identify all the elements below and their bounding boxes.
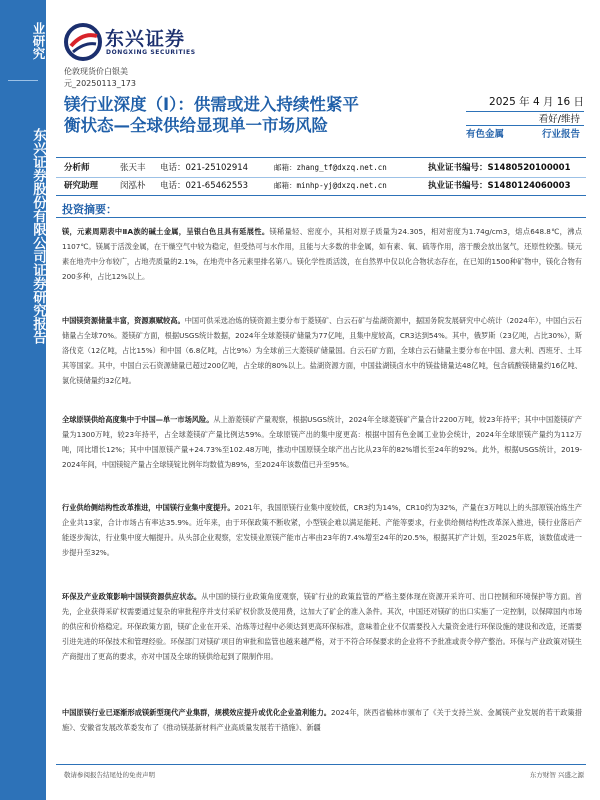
- paragraph-text: 中国可供采选冶炼的镁资源主要分布于菱镁矿、白云石矿与盐湖资源中，据国务院发展研究中心统计（2024年），中国白云石储量占全球70%。菱镁矿方面，根据USGS统计数据，2024年全球菱镁矿储量为77亿吨，且集中度较高，CR3达到54%。其中，俄罗斯（23亿吨，占比30%），斯洛伐克（12亿吨，占比15%）和中国（6.8亿吨，占比9%）为全球前三大菱镁矿储量国。白云石矿方面，全球白云石储量主要分布在中国、意大利、西班牙、土耳其等国家。其中，中国白云石资源储量已超过200亿吨，占全球的80%以上。盐湖资源方面，中国盐湖镁卤水中的镁盐储量达48亿吨，包含硫酸镁储量约16亿吨、氯化镁储量约32亿吨。: [62, 316, 582, 385]
- paragraph-text: 2021年，我国原镁行业集中度较低，CR3约为14%，CR10约为32%，产量在3万吨以上的头部原镁冶炼生产企业共13家，合计市场占有率达35.9%。近年来，由于环保政策不断收紧，小型镁企难以满足能耗、产能等要求，行业供给侧结构性改革深入推进，镁行业落后产能逐步淘汰，行业集中度大幅提升。从头部企业观察，宏发镁业原镁产能市占率由23年的7.4%增至24年的20.5%，根据其扩产计划，至2025年底，该数值或进一步提升至32%。: [62, 503, 582, 557]
- section-title: 投资摘要：: [62, 203, 117, 216]
- footer-slogan: 东方财智 兴盛之源: [529, 771, 584, 779]
- report-sidebar: [0, 0, 46, 800]
- report-tags: [466, 128, 584, 142]
- analyst-row: [56, 178, 586, 194]
- report-type-tag: 行业报告: [541, 129, 580, 140]
- footer-disclaimer: 敬请参阅报告结尾处的免责声明: [64, 771, 155, 779]
- paragraph-lead: 环保及产业政策影响中国镁资源供应状态。: [62, 592, 202, 601]
- analyst-phone: 电话：021-65462553: [160, 181, 249, 191]
- paragraph-text: 从中国的镁行业政策角度观察，镁矿行业的政策监管的严格主要体现在资源开采许可、出口控制和环境保护等方面。首先，企业获得采矿权需要通过复杂的审批程序并支付采矿权价款及使用费，这加大了矿企的准入条件。其次，中国还对镁矿的出口实施了一定控制，以保障国内市场的供应和价格稳定。环保政策方面，镁矿企业在开采、冶炼等过程中必须达到更高环保标准，意味着企业不仅需要投入大量资金进行环保设施的建设和改造，还需要引进先进的环保技术和管理经验。环保部门对镁矿项目的审批和监管也越来越严格，对于不符合环保要求的企业将不予批准或责令停产整治。环保与产业政策对镁生产商提出了更高的要求，亦对中国及全球的镁供给起到了限制作用。: [62, 592, 582, 661]
- summary-paragraph: [62, 224, 582, 284]
- sidebar-category-label: 业研究: [31, 22, 46, 60]
- analyst-table-bottom-rule: [56, 195, 586, 196]
- industry-tag: 有色金属: [466, 129, 505, 140]
- report-title-line-1: 镁行业深度（I）：供需或进入持续性紧平: [64, 95, 359, 114]
- summary-paragraph: [62, 589, 582, 664]
- analyst-row: [56, 160, 586, 176]
- analyst-role: 分析师: [64, 163, 90, 173]
- paragraph-lead: 中国原镁行业已逐渐形成镁新型现代产业集群，规模效应提升或优化企业盈利能力。: [62, 708, 332, 717]
- brand-name-cn: 东兴证券: [105, 28, 186, 50]
- header-subline-1: 伦敦现货价白银美: [64, 67, 128, 76]
- paragraph-lead: 镁，元素周期表中ⅡA族的碱土金属，呈银白色且具有延展性。: [62, 227, 270, 236]
- report-title: [64, 94, 444, 136]
- paragraph-text: 从上游菱镁矿产量观察，根据USGS统计，2024年全球菱镁矿产量合计2200万吨，较23年持平；其中中国菱镁矿产量为1300万吨，较23年持平，占全球菱镁矿产量比例达59%。全球原镁产出的集中度更高：根据中国有色金属工业协会统计，2024年全球原镁产量约为112万吨，同比增长12%；其中中国原镁产量+24.73%至102.48万吨，推动中国原镁全球产出占比从23年的82%增长至24年的92%。此外，根据USGS统计，2019-2024年间，中国镁锭产量占全球镁锭比例年均数值为89%，至2024年该数值已升至95%。: [62, 415, 582, 469]
- paragraph-lead: 行业供给侧结构性改革推进，中国镁行业集中度提升。: [62, 503, 235, 512]
- analyst-email: 邮箱：minhp-yj@dxzq.net.cn: [274, 181, 387, 190]
- summary-paragraph: [62, 313, 582, 388]
- report-title-line-2: 衡状态—全球供给显现单一市场风险: [64, 116, 328, 135]
- analyst-cert: 执业证书编号：S1480124060003: [428, 181, 571, 191]
- paragraph-text: 镁稀量轻、密度小，其相对原子质量为24.305，相对密度为1.74g/cm3，熔点648.8℃，沸点1107℃。镁属于活泼金属，在干燥空气中较为稳定，但受热可与水作用，且能与大多数的非金属，如有素、氧、硫等作用，溶于酸会放出氢气，还原性较强。镁元素在地壳中分布较广，占地壳质量的2.1%，在地壳中各元素里排名第八。镁化学性质活泼，在自然界中仅以化合物状态存在，在已知的1500种矿物中，镁化合物有200多种，占比12%以上。: [62, 227, 582, 281]
- brand-name-en: DONGXING SECURITIES: [106, 49, 196, 56]
- header-subline-2: 元_20250113_173: [64, 79, 136, 88]
- analyst-email: 邮箱：zhang_tf@dxzq.net.cn: [274, 163, 387, 172]
- summary-paragraph: [62, 500, 582, 560]
- report-rating: 看好/维持: [466, 111, 584, 126]
- footer-rule: [56, 764, 586, 765]
- analyst-cert: 执业证书编号：S1480520100001: [428, 163, 571, 173]
- paragraph-lead: 中国镁资源储量丰富，资源禀赋较高。: [62, 316, 185, 325]
- paragraph-text: 2024年，陕西省榆林市颁布了《关于支持兰炭、金属镁产业发展的若干政策措施》、安徽省发展改革委发布了《推动镁基新材料产业高质量发展若干措施》、新疆: [62, 708, 582, 732]
- section-rule: [56, 217, 586, 218]
- dongxing-logo-icon: [63, 22, 103, 62]
- sidebar-divider: [8, 80, 38, 81]
- report-date: 2025 年 4 月 16 日: [489, 96, 584, 108]
- analyst-name: 张天丰: [120, 163, 146, 173]
- analyst-phone: 电话：021-25102914: [160, 163, 249, 173]
- analyst-role: 研究助理: [64, 181, 99, 191]
- sidebar-org-label: 东兴证券股份有限公司证券研究报告: [30, 128, 46, 344]
- summary-paragraph: [62, 705, 582, 750]
- summary-paragraph: [62, 412, 582, 472]
- analyst-table-top-rule: [56, 157, 586, 158]
- company-logo: [63, 22, 213, 67]
- analyst-name: 闵泓朴: [120, 181, 146, 191]
- paragraph-lead: 全球原镁供给高度集中于中国—单一市场风险。: [62, 415, 214, 424]
